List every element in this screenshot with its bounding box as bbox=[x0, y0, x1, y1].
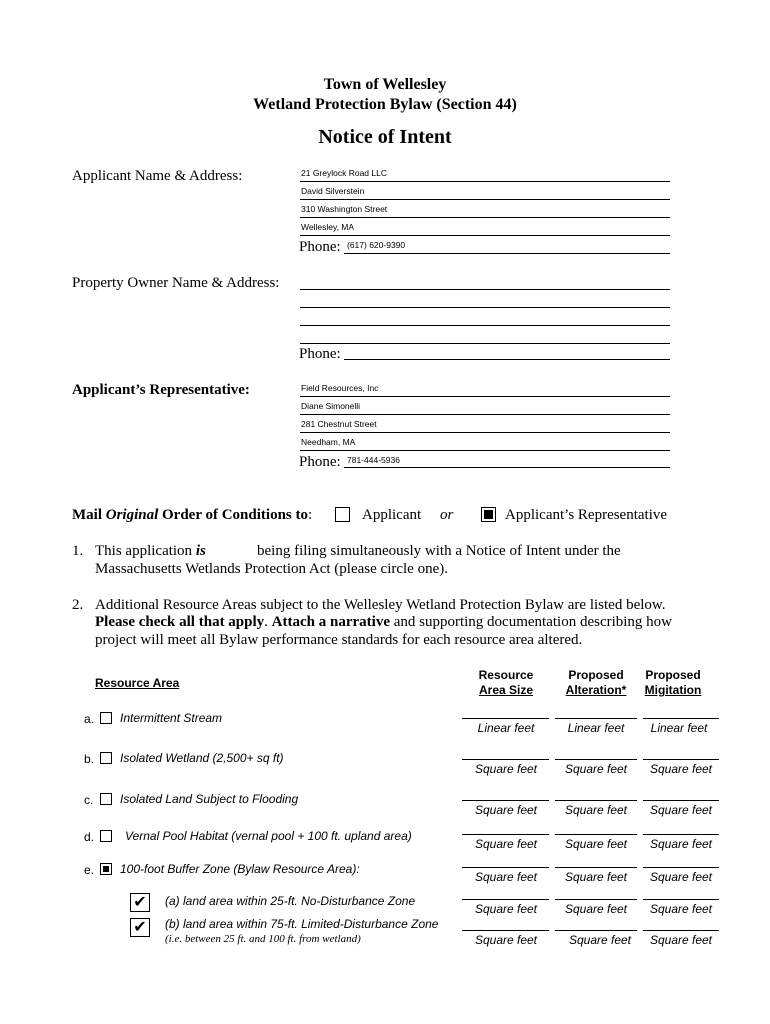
header-bylaw: Wetland Protection Bylaw (Section 44) bbox=[253, 96, 517, 113]
owner-line-4[interactable] bbox=[300, 343, 670, 344]
row-b-letter: b. bbox=[84, 752, 95, 766]
row-e-size-unit: Square feet bbox=[474, 870, 538, 884]
rep-phone: 781-444-5936 bbox=[347, 455, 400, 465]
row-b-size-unit: Square feet bbox=[474, 762, 538, 776]
owner-phone-line[interactable] bbox=[344, 359, 670, 360]
subrow-b-note: (i.e. between 25 ft. and 100 ft. from wetland) bbox=[165, 933, 361, 945]
row-b-mit-unit: Square feet bbox=[649, 762, 713, 776]
row-d-alt-unit: Square feet bbox=[564, 837, 628, 851]
row-b-mit-line[interactable] bbox=[643, 759, 719, 760]
owner-line-3[interactable] bbox=[300, 325, 670, 326]
subrow-a-size-unit: Square feet bbox=[474, 902, 538, 916]
row-e-size-line[interactable] bbox=[462, 867, 549, 868]
row-e-checkbox[interactable] bbox=[100, 863, 112, 875]
subrow-a-label: (a) land area within 25-ft. No-Disturbance Zone bbox=[165, 894, 416, 908]
rep-city: Needham, MA bbox=[301, 437, 356, 447]
header-town: Town of Wellesley bbox=[323, 76, 447, 93]
row-c-size-unit: Square feet bbox=[474, 803, 538, 817]
subrow-b-mit-unit: Square feet bbox=[649, 933, 713, 947]
rep-line-4[interactable] bbox=[300, 450, 670, 451]
row-e-label: 100-foot Buffer Zone (Bylaw Resource Area): bbox=[120, 862, 360, 876]
rep-company: Field Resources, Inc bbox=[301, 383, 379, 393]
mail-representative-label: Applicant’s Representative bbox=[505, 507, 668, 523]
item2-number: 2. bbox=[72, 597, 84, 613]
row-d-checkbox[interactable] bbox=[100, 830, 112, 842]
item2-line2: Please check all that apply. Attach a narrative and supporting documentation describing how bbox=[95, 614, 673, 630]
applicant-line-2[interactable] bbox=[300, 199, 670, 200]
row-e-alt-line[interactable] bbox=[555, 867, 637, 868]
row-a-size-line[interactable] bbox=[462, 718, 549, 719]
applicant-phone: (617) 620-9390 bbox=[347, 240, 406, 250]
subrow-b-label: (b) land area within 75-ft. Limited-Disturbance Zone bbox=[165, 917, 439, 931]
mail-or: or bbox=[440, 507, 454, 523]
row-c-checkbox[interactable] bbox=[100, 793, 112, 805]
row-a-size-unit: Linear feet bbox=[477, 721, 535, 735]
row-a-alt-line[interactable] bbox=[555, 718, 637, 719]
rep-line-3[interactable] bbox=[300, 432, 670, 433]
row-a-alt-unit: Linear feet bbox=[567, 721, 625, 735]
subrow-a-checkmark[interactable]: ✔ bbox=[130, 893, 150, 912]
rep-phone-label: Phone: bbox=[299, 454, 341, 470]
subrow-b-mit-line[interactable] bbox=[643, 930, 719, 931]
row-b-alt-line[interactable] bbox=[555, 759, 637, 760]
mail-label: Mail Original Order of Conditions to: bbox=[72, 507, 313, 523]
row-a-letter: a. bbox=[84, 712, 95, 726]
subrow-a-alt-unit: Square feet bbox=[564, 902, 628, 916]
item1-text-cont: being filing simultaneously with a Notice of Intent under the bbox=[257, 543, 621, 559]
owner-label: Property Owner Name & Address: bbox=[72, 275, 280, 291]
row-d-size-unit: Square feet bbox=[474, 837, 538, 851]
row-b-checkbox[interactable] bbox=[100, 752, 112, 764]
mail-representative-checkbox[interactable] bbox=[481, 507, 496, 522]
subrow-a-mit-unit: Square feet bbox=[649, 902, 713, 916]
applicant-line-3[interactable] bbox=[300, 217, 670, 218]
col-resource-area: Resource Area bbox=[95, 676, 180, 690]
mail-applicant-checkbox[interactable] bbox=[335, 507, 350, 522]
row-d-mit-unit: Square feet bbox=[649, 837, 713, 851]
row-d-letter: d. bbox=[84, 830, 95, 844]
rep-phone-line[interactable] bbox=[344, 467, 670, 468]
row-b-alt-unit: Square feet bbox=[564, 762, 628, 776]
representative-label: Applicant’s Representative: bbox=[72, 382, 250, 398]
rep-line-2[interactable] bbox=[300, 414, 670, 415]
row-d-mit-line[interactable] bbox=[643, 834, 719, 835]
col-area-size: Resource Area Size bbox=[478, 668, 534, 697]
row-a-checkbox[interactable] bbox=[100, 712, 112, 724]
mail-applicant-label: Applicant bbox=[362, 507, 422, 523]
applicant-line-1[interactable] bbox=[300, 181, 670, 182]
rep-contact: Diane Simonelli bbox=[301, 401, 361, 411]
row-e-alt-unit: Square feet bbox=[564, 870, 628, 884]
row-a-label: Intermittent Stream bbox=[120, 711, 223, 725]
item2-line3: project will meet all Bylaw performance standards for each resource area altered. bbox=[95, 632, 583, 648]
subrow-b-alt-unit: Square feet bbox=[568, 933, 632, 947]
subrow-b-alt-line[interactable] bbox=[555, 930, 637, 931]
applicant-label: Applicant Name & Address: bbox=[72, 168, 243, 184]
applicant-contact: David Silverstein bbox=[301, 186, 365, 196]
col-mitigation: Proposed Migitation bbox=[644, 668, 702, 697]
row-c-mit-line[interactable] bbox=[643, 800, 719, 801]
applicant-phone-label: Phone: bbox=[299, 239, 341, 255]
row-d-size-line[interactable] bbox=[462, 834, 549, 835]
row-e-mit-unit: Square feet bbox=[649, 870, 713, 884]
row-c-alt-line[interactable] bbox=[555, 800, 637, 801]
row-c-label: Isolated Land Subject to Flooding bbox=[120, 792, 299, 806]
applicant-phone-line[interactable] bbox=[344, 253, 670, 254]
item1-number: 1. bbox=[72, 543, 84, 559]
subrow-b-checkmark[interactable]: ✔ bbox=[130, 918, 150, 937]
subrow-a-size-line[interactable] bbox=[462, 899, 549, 900]
row-b-label: Isolated Wetland (2,500+ sq ft) bbox=[120, 751, 284, 765]
row-c-letter: c. bbox=[84, 793, 94, 807]
applicant-city: Wellesley, MA bbox=[301, 222, 355, 232]
owner-line-1[interactable] bbox=[300, 289, 670, 290]
applicant-name: 21 Greylock Road LLC bbox=[301, 168, 387, 178]
owner-phone-label: Phone: bbox=[299, 346, 341, 362]
row-a-mit-line[interactable] bbox=[643, 718, 719, 719]
subrow-a-mit-line[interactable] bbox=[643, 899, 719, 900]
subrow-b-size-line[interactable] bbox=[462, 930, 549, 931]
row-a-mit-unit: Linear feet bbox=[650, 721, 708, 735]
row-c-mit-unit: Square feet bbox=[649, 803, 713, 817]
rep-street: 281 Chestnut Street bbox=[301, 419, 377, 429]
applicant-street: 310 Washington Street bbox=[301, 204, 388, 214]
owner-line-2[interactable] bbox=[300, 307, 670, 308]
item2-line1: Additional Resource Areas subject to the Wellesley Wetland Protection Bylaw are listed below. bbox=[95, 597, 666, 613]
row-e-letter: e. bbox=[84, 863, 95, 877]
item1-text: This application is bbox=[95, 543, 206, 559]
subrow-a-alt-line[interactable] bbox=[555, 899, 637, 900]
item1-line2: Massachusetts Wetlands Protection Act (please circle one). bbox=[95, 561, 448, 577]
rep-line-1[interactable] bbox=[300, 396, 670, 397]
applicant-line-4[interactable] bbox=[300, 235, 670, 236]
row-c-alt-unit: Square feet bbox=[564, 803, 628, 817]
row-d-alt-line[interactable] bbox=[555, 834, 637, 835]
row-c-size-line[interactable] bbox=[462, 800, 549, 801]
page-title: Notice of Intent bbox=[318, 126, 452, 148]
subrow-b-size-unit: Square feet bbox=[474, 933, 538, 947]
row-b-size-line[interactable] bbox=[462, 759, 549, 760]
col-alteration: Proposed Alteration* bbox=[565, 668, 627, 697]
row-e-mit-line[interactable] bbox=[643, 867, 719, 868]
row-d-label: Vernal Pool Habitat (vernal pool + 100 ft. upland area) bbox=[125, 829, 412, 843]
